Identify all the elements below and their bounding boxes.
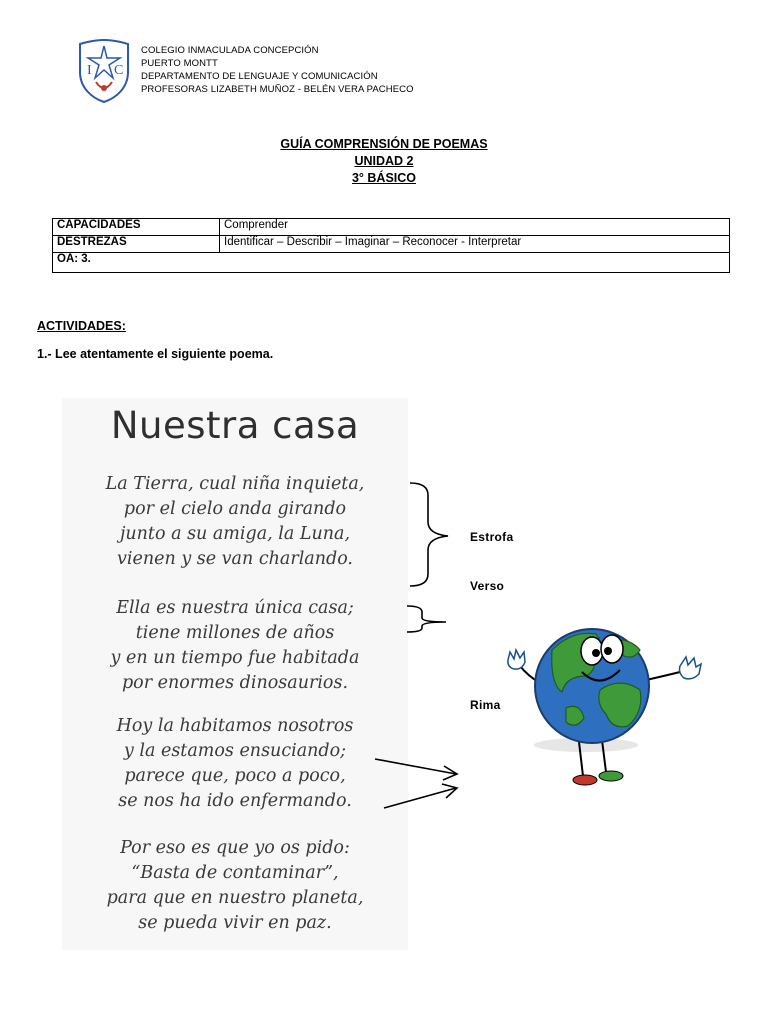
verse: y en un tiempo fue habitada — [110, 648, 360, 668]
capacidades-key: CAPACIDADES — [53, 219, 220, 236]
verse: se nos ha ido enfermando. — [118, 791, 352, 811]
verse: por enormes dinosaurios. — [121, 673, 349, 693]
school-department: DEPARTAMENTO DE LENGUAJE Y COMUNICACIÓN — [141, 71, 378, 82]
verse: Ella es nuestra única casa; — [116, 598, 354, 618]
verse: vienen y se van charlando. — [117, 549, 353, 569]
label-rima: Rima — [470, 698, 501, 712]
label-estrofa: Estrofa — [470, 530, 514, 544]
guide-grade: 3° BÁSICO — [351, 171, 417, 185]
verse: La Tierra, cual niña inquieta, — [105, 474, 365, 494]
destrezas-value: Identificar – Describir – Imaginar – Reconocer - Interpretar — [220, 236, 730, 253]
verse: Por eso es que yo os pido: — [120, 838, 350, 858]
logo-letter-i: I — [87, 63, 92, 78]
verse: se pueda vivir en paz. — [138, 913, 332, 933]
school-name: COLEGIO INMACULADA CONCEPCIÓN — [141, 45, 319, 56]
verse: y la estamos ensuciando; — [123, 741, 347, 761]
poem-title: Nuestra casa — [110, 404, 360, 447]
guide-unit: UNIDAD 2 — [354, 154, 414, 168]
activities-heading: ACTIVIDADES: — [37, 319, 126, 333]
oa-cell: OA: 3. — [53, 253, 730, 273]
verse: para que en nuestro planeta, — [106, 888, 364, 908]
destrezas-key: DESTREZAS — [53, 236, 220, 253]
verse: junto a su amiga, la Luna, — [119, 524, 351, 544]
verse: parece que, poco a poco, — [124, 766, 346, 786]
verse: tiene millones de años — [135, 623, 335, 643]
label-verso: Verso — [470, 579, 505, 593]
instruction-text: 1.- Lee atentamente el siguiente poema. — [37, 347, 274, 361]
verse: por el cielo anda girando — [123, 499, 347, 519]
logo-letter-c: C — [114, 63, 124, 78]
capacidades-value: Comprender — [220, 219, 730, 236]
guide-title: GUÍA COMPRENSIÓN DE POEMAS — [280, 137, 488, 151]
verse: “Basta de contaminar”, — [131, 863, 339, 883]
school-teachers: PROFESORAS LIZABETH MUÑOZ - BELÉN VERA PACHECO — [141, 84, 414, 95]
verse: Hoy la habitamos nosotros — [116, 716, 354, 736]
school-city: PUERTO MONTT — [141, 58, 218, 69]
